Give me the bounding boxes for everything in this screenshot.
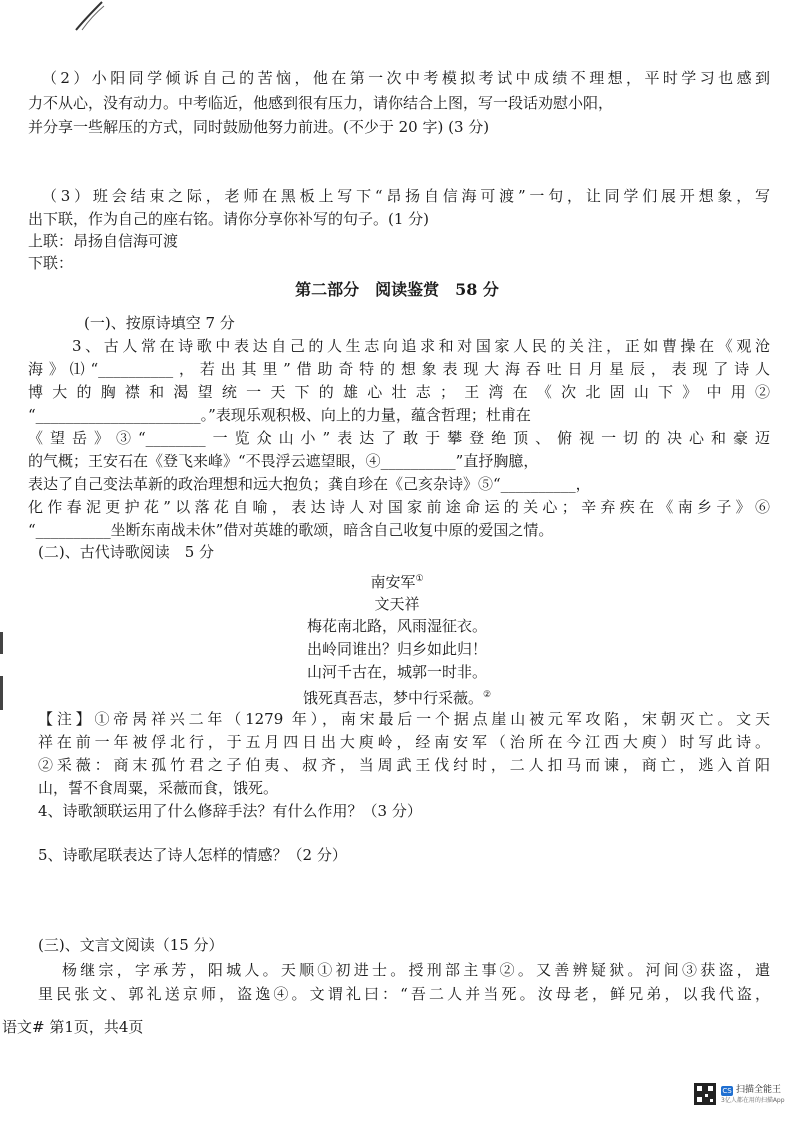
classical-text-line: 杨继宗，字承芳，阳城人。天顺①初进士。授刑部主事②。又善辨疑狱。河间③获盗，遣 — [62, 961, 770, 979]
q2-line: 并分享一些解压的方式，同时鼓励他努力前进。(不少于 20 字) (3 分) — [28, 118, 490, 136]
poem-line: 出岭同谁出？归乡如此归！ — [306, 640, 487, 658]
qr-code-icon — [694, 1083, 716, 1105]
poem-line: 梅花南北路，风雨湿征衣。 — [306, 617, 487, 635]
annotation-line: 山，誓不食周粟，采薇而食，饿死。 — [38, 779, 279, 797]
couplet-lower: 下联： — [28, 254, 74, 272]
fill-blank-line: 的气概；王安石在《登飞来峰》“不畏浮云遮望眼，④__________”直抒胸臆， — [28, 452, 539, 470]
question-5: 5、诗歌尾联表达了诗人怎样的情感？（2 分） — [38, 846, 347, 864]
poem-line-note: ② — [482, 690, 492, 700]
scanner-logo-icon: CS — [722, 1087, 732, 1095]
q3-line: （3）班会结束之际，老师在黑板上写下“昂扬自信海可渡”一句，让同学们展开想象，写 — [42, 187, 770, 205]
poem-line-last — [0, 683, 794, 710]
corner-scan-mark — [72, 0, 106, 34]
page-footer: 语文# 第1页，共4页 — [2, 1018, 144, 1036]
annotation-line: 【注】①帝昺祥兴二年（1279 年），南宋最后一个据点崖山被元军攻陷，宋朝灭亡。文天 — [38, 710, 770, 728]
section-title: (三)、文言文阅读（15 分） — [38, 936, 224, 954]
poem-title-note: ① — [415, 574, 424, 584]
fill-blank-line: “______________________。”表现乐观积极、向上的力量，蕴含哲理；杜甫在 — [28, 406, 531, 424]
fill-blank-line: 海》⑴“__________，若出其里”借助奇特的想象表现大海吞吐日月星辰，表现了诗人 — [28, 360, 770, 378]
poem-author: 文天祥 — [374, 595, 420, 613]
q2-line: （2）小阳同学倾诉自己的苦恼，他在第一次中考模拟考试中成绩不理想，平时学习也感到 — [42, 69, 770, 87]
annotation-line: 祥在前一年被俘北行，于五月四日出大庾岭，经南安军（治所在今江西大庾）时写此诗。 — [38, 733, 770, 751]
section-title: (一)、按原诗填空 7 分 — [84, 314, 235, 332]
poem-title — [0, 567, 794, 594]
annotation-line: ②采薇：商末孤竹君之子伯夷、叔齐，当周武王伐纣时，二人扣马而谏，商亡，逃入首阳 — [38, 756, 770, 774]
fill-blank-line: 化作春泥更护花”以落花自喻，表达诗人对国家前途命运的关心；辛弃疾在《南乡子》⑥ — [28, 498, 770, 516]
classical-text-line: 里民张文、郭礼送京师，盗逸④。文谓礼曰：“吾二人并当死。汝母老，鲜兄弟，以我代盗， — [38, 985, 770, 1003]
fill-blank-line: 3、古人常在诗歌中表达自己的人生志向追求和对国家人民的关注，正如曹操在《观沧 — [72, 337, 770, 355]
poem-line: 饿死真吾志，梦中行采薇。 — [302, 689, 483, 707]
q3-line: 出下联，作为自己的座右铭。请你分享你补写的句子。(1 分) — [28, 210, 430, 228]
fill-blank-line: 表达了自己变法革新的政治理想和远大抱负；龚自珍在《己亥杂诗》⑤“__________， — [28, 475, 591, 493]
scanner-badge-label: 扫描全能王 — [736, 1085, 782, 1095]
couplet-upper: 上联：昂扬自信海可渡 — [28, 232, 179, 250]
scanner-badge-sub: 3亿人都在用的扫描App — [721, 1097, 785, 1104]
poem-line: 山河千古在，城郭一时非。 — [306, 663, 487, 681]
section-title: (二)、古代诗歌阅读 5 分 — [38, 543, 215, 561]
scanner-badge — [694, 1083, 784, 1107]
poem-title-text: 南安军 — [370, 573, 416, 591]
part-title: 第二部分 阅读鉴赏 58 分 — [295, 280, 499, 299]
fill-blank-line: 《望岳》③“________一览众山小”表达了敢于攀登绝顶、俯视一切的决心和豪迈 — [28, 429, 770, 447]
fill-blank-line: “__________坐断东南战未休”借对英雄的歌颂，暗含自己收复中原的爱国之情。 — [28, 521, 554, 539]
fill-blank-line: 博大的胸襟和渴望统一天下的雄心壮志；王湾在《次北固山下》中用② — [28, 383, 770, 401]
q2-line: 力不从心，没有动力。中考临近，他感到很有压力，请你结合上图，写一段话劝慰小阳， — [28, 94, 614, 112]
question-4: 4、诗歌颔联运用了什么修辞手法？有什么作用？（3 分） — [38, 802, 422, 820]
